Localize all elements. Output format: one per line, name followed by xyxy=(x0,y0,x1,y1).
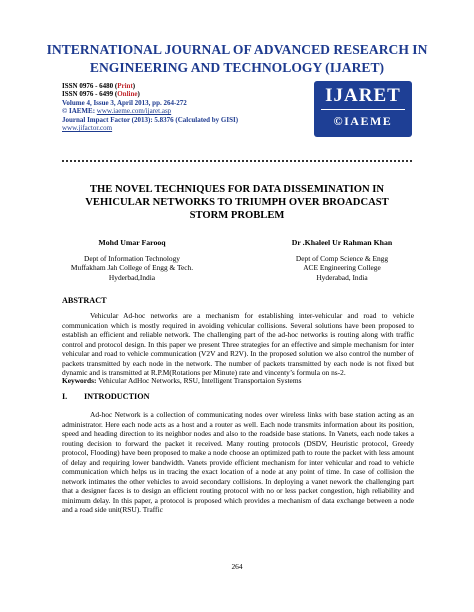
keywords-text: Vehicular AdHoc Networks, RSU, Intelligent Transportaion Systems xyxy=(96,376,302,385)
author-institution: Muffakham Jah College of Engg & Tech. xyxy=(70,263,194,273)
impact-factor: Journal Impact Factor (2013): 5.8376 (Calculated by GISI) xyxy=(62,115,239,124)
paper-title-line-2: VEHICULAR NETWORKS TO TRIUMPH OVER BROADCAST xyxy=(85,196,389,208)
page-number: 264 xyxy=(231,562,243,571)
introduction-heading xyxy=(62,392,150,401)
author-block-2 xyxy=(242,238,442,282)
author-dept: Dept of Comp Science & Engg xyxy=(295,253,389,263)
issn-online: ISSN 0976 - 6499 (Online) xyxy=(62,90,140,99)
introduction-text: Ad-hoc Network is a collection of communicating nodes over wireless links with base station acting as an administrator. Here each node acts as a host and a router as well. Each node transmits information about its position, speed and heading direction to its neighbor nodes and also to the roadside base stations. In Vanets, each node takes a routing decision to forward the packet it received. Many routing protocols (DSDV, Heuristic protocol, Greedy protocol, Flooding) have been proposed to make a node choose an optimized path to route the packet with less amount of delay and requiring lower bandwidth. Vanets provide efficient mechanism for inter vehicular and road to vehicle communication which helps us in tracing the exact location of a node at any point of time. In case of collision the network intimates the other vehicles to avoid secondary collisions. In deploying a vanet nework the challenging part that a designer faces is to design an efficient routing protocol with no or less packet congestion, high reliability and minimum delay. In this paper, a protocol is proposed which provides a mechanism of data exchange between a node and a road side unit(RSU). Traffic xyxy=(62,410,414,514)
header-divider xyxy=(62,160,412,162)
jifactor-website xyxy=(62,124,322,132)
paper-title xyxy=(50,184,424,222)
author-name: Dr .Khaleel Ur Rahman Khan xyxy=(291,238,393,247)
abstract-text: Vehicular Ad-hoc networks are a mechanism for establishing inter-vehicular and road to vehicle communication which is mostly required in avoiding vehicular collisions. Several solutions have been proposed to establish an efficient and reliable network. The challenging part of the ad-hoc networks is routing along with traffic control and protocol design. In this paper we present Three strategies for an effective and simple mechanism for inter vehicular and road to vehicle communication (V2V and R2V). In the proposed solution we also control the number of packets transmitted by each node in the network. The number of packets transmitted by each node is not fixed but dynamic and is transmitted at R.P.M(Rotations per Minute) rate and vincenty’s formula on ns-2. xyxy=(62,311,414,377)
author-location: Hyderabad, India xyxy=(316,272,368,282)
author-name: Mohd Umar Farooq xyxy=(98,238,166,247)
ijaret-logo xyxy=(314,81,412,137)
iaeme-website-link[interactable]: www.iaeme.com/ijaret.asp xyxy=(96,107,172,116)
issn-print: ISSN 0976 - 6480 (Print) xyxy=(62,82,136,90)
keywords xyxy=(62,376,414,386)
section-title: INTRODUCTION xyxy=(84,392,150,401)
section-number: I. xyxy=(62,392,68,401)
keywords-label: Keywords: xyxy=(62,376,97,385)
author-institution: ACE Engineering College xyxy=(303,263,381,273)
paper-title-line-3: STORM PROBLEM xyxy=(189,209,285,221)
journal-title-line-2: ENGINEERING AND TECHNOLOGY (IJARET) xyxy=(89,60,385,75)
issn-block xyxy=(62,82,322,132)
logo-divider xyxy=(321,109,405,110)
paper-title-line-1: THE NOVEL TECHNIQUES FOR DATA DISSEMINATION IN xyxy=(89,184,385,195)
volume-issue: Volume 4, Issue 3, April 2013, pp. 264-272 xyxy=(62,98,187,107)
abstract-heading: ABSTRACT xyxy=(62,296,107,305)
iaeme-website: © IAEME: www.iaeme.com/ijaret.asp xyxy=(62,107,172,116)
author-block-1 xyxy=(32,238,232,282)
journal-title xyxy=(40,41,434,77)
author-location: Hyderbad,India xyxy=(108,272,156,282)
jifactor-link[interactable]: www.jifactor.com xyxy=(62,124,113,133)
logo-subtitle: ©IAEME xyxy=(333,114,393,128)
journal-title-line-1: INTERNATIONAL JOURNAL OF ADVANCED RESEARCH IN xyxy=(46,42,428,57)
author-dept: Dept of Information Technology xyxy=(83,253,181,263)
logo-title: IJARET xyxy=(325,85,401,106)
